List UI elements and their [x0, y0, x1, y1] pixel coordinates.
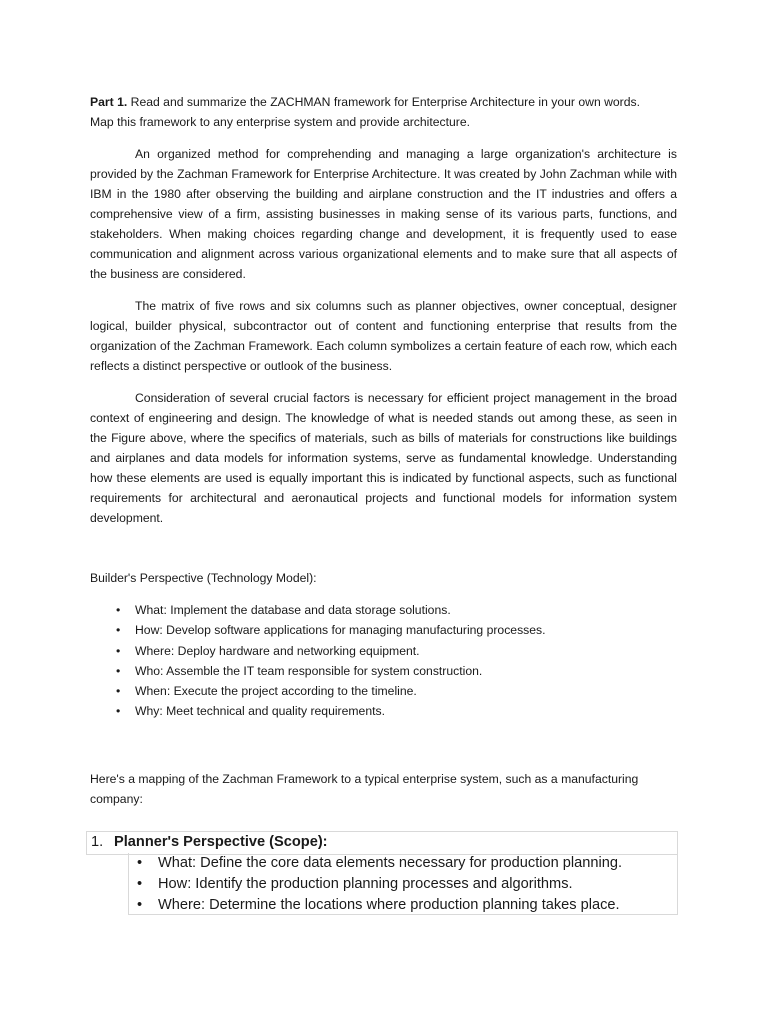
part1-label: Part 1.	[90, 95, 128, 109]
planner-header-row	[86, 831, 678, 855]
builder-heading: Builder's Perspective (Technology Model):	[90, 571, 317, 585]
list-item	[90, 600, 677, 620]
bullet-icon: •	[116, 643, 121, 658]
bullet-icon: •	[116, 603, 121, 617]
planner-items-cell	[128, 853, 678, 915]
list-item-text: Why: Meet technical and quality requirements.	[135, 704, 385, 719]
part1-text-line2: Map this framework to any enterprise system and provide architecture.	[90, 115, 471, 129]
list-item	[90, 701, 677, 721]
paragraph-overview: An organized method for comprehending and managing a large organization's architecture is provided by the Zachman Framework for Enterprise Architecture. It was created by John Zachman while with IBM in the 1980 after observing the building and airplane construction and the IT industries and offers a comprehensive view of a firm, assisting businesses in making sense of its various parts, functions, and stakeholders. When making choices regarding change and development, it is frequently used to ease communication and alignment across various organizational elements and to make sure that all aspects of the business are considered.	[90, 147, 677, 281]
list-item	[90, 620, 677, 640]
planner-table	[86, 831, 678, 916]
builder-list	[90, 600, 677, 722]
list-item	[90, 641, 677, 661]
list-item	[129, 874, 677, 895]
list-item-text: Who: Assemble the IT team responsible for system construction.	[135, 663, 483, 678]
bullet-icon: •	[137, 855, 143, 871]
list-item-text: How: Develop software applications for managing manufacturing processes.	[135, 623, 546, 638]
mapping-intro: Here's a mapping of the Zachman Framework to a typical enterprise system, such as a manufacturing company:	[90, 771, 639, 806]
list-item-text: Where: Deploy hardware and networking equipment.	[135, 643, 420, 658]
bullet-icon: •	[116, 623, 121, 638]
paragraph-matrix: The matrix of five rows and six columns such as planner objectives, owner conceptual, designer logical, builder physical, subcontractor out of content and functioning enterprise that results from the organization of the Zachman Framework. Each column symbolizes a certain feature of each row, which each reflects a distinct perspective or outlook of the business.	[90, 299, 677, 373]
paragraph-considerations: Consideration of several crucial factors is necessary for efficient project management in the broad context of engineering and design. The knowledge of what is needed stands out among these, as seen in the Figure above, where the specifics of materials, such as bills of materials for constructions like buildings and airplanes and data models for information systems, serve as fundamental knowledge. Understanding how these elements are used is equally important this is indicated by functional aspects, such as functional requirements for architectural and aeronautical projects and functional models for information system development.	[90, 391, 677, 525]
planner-title: Planner's Perspective (Scope):	[114, 834, 328, 850]
planner-number: 1.	[91, 834, 104, 850]
list-item	[90, 681, 677, 701]
list-item-text: Where: Determine the locations where production planning takes place.	[158, 896, 620, 913]
bullet-icon: •	[116, 684, 121, 699]
list-item	[90, 661, 677, 681]
bullet-icon: •	[116, 704, 121, 719]
bullet-icon: •	[137, 896, 143, 913]
list-item-text: How: Identify the production planning processes and algorithms.	[158, 875, 573, 892]
planner-list	[129, 853, 677, 915]
list-item-text: What: Define the core data elements necessary for production planning.	[158, 855, 623, 871]
part1-text-line1: Read and summarize the ZACHMAN framework for Enterprise Architecture in your own words.	[127, 95, 641, 109]
list-item	[129, 853, 677, 874]
list-item	[129, 895, 677, 916]
bullet-icon: •	[116, 663, 121, 678]
part1-intro	[90, 92, 677, 132]
list-item-text: What: Implement the database and data storage solutions.	[135, 603, 451, 617]
bullet-icon: •	[137, 875, 143, 892]
list-item-text: When: Execute the project according to the timeline.	[135, 684, 417, 699]
document-body	[90, 92, 677, 809]
